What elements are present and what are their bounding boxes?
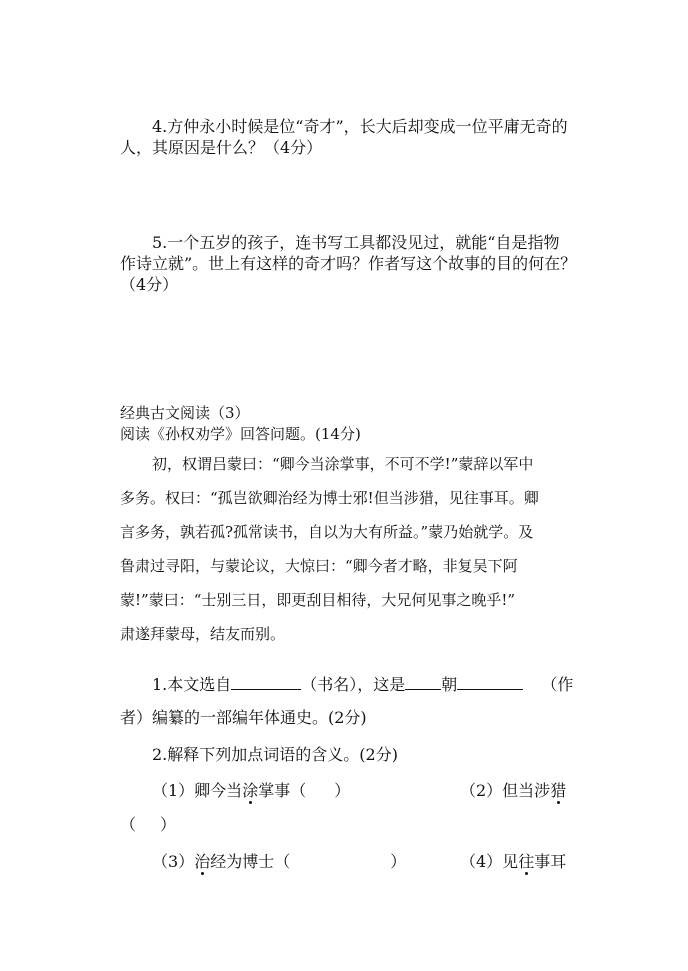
question-2-title: 2.解释下列加点词语的含义。(2分): [152, 745, 398, 764]
question-1-text-c: 朝: [441, 675, 458, 694]
q2-item-1-dotted-word: 涂: [242, 781, 259, 800]
q2-item-2: [460, 780, 566, 802]
book-name-blank[interactable]: [231, 673, 301, 690]
question-1-line-2: 者）编纂的一部编年体通史。(2分): [120, 708, 367, 727]
passage-line-2: 多务。权曰：“孤岂欲卿治经为博士邪!但当涉猎，见往事耳。卿: [120, 489, 539, 507]
question-5-line-1: 5.一个五岁的孩子，连书写工具都没见过，就能“自是指物: [152, 233, 560, 252]
passage-line-3: 言多务，孰若孤?孤常读书，自以为大有所益。”蒙乃始就学。及: [120, 523, 534, 541]
q2-item-2-close: ）: [160, 815, 177, 834]
q2-item-4-suffix: 事耳: [534, 852, 567, 871]
q2-item-3: [152, 851, 406, 873]
passage-line-6: 肃遂拜蒙母，结友而别。: [120, 625, 286, 643]
passage-line-5: 蒙!”蒙曰：“士别三日，即更刮目相待，大兄何见事之晚乎!”: [120, 591, 516, 609]
question-5-line-3: （4分）: [120, 275, 179, 294]
question-1-text-a: 1.本文选自: [152, 675, 232, 694]
question-1-line-1: [152, 673, 573, 696]
q2-item-4: [460, 851, 566, 873]
q2-item-2-open: （: [120, 815, 137, 834]
dynasty-blank[interactable]: [405, 673, 441, 690]
q2-item-3-prefix: （3）: [152, 852, 195, 871]
q2-item-3-close: ）: [390, 852, 407, 871]
q2-item-3-dotted-word: 治: [194, 852, 211, 871]
question-4-line-1: 4.方仲永小时候是位“奇才”，长大后却变成一位平庸无奇的: [152, 117, 568, 136]
author-blank[interactable]: [457, 673, 523, 690]
q2-item-1-prefix: （1）卿今当: [152, 781, 243, 800]
question-4-line-2: 人，其原因是什么？（4分）: [120, 138, 323, 157]
question-1-text-b: （书名），这是: [301, 675, 406, 694]
q2-item-1: [152, 780, 350, 802]
q2-item-2-prefix: （2）但当涉: [460, 781, 551, 800]
section-title: 经典古文阅读（3）: [120, 404, 250, 422]
q2-item-4-dotted-word: 往: [518, 852, 535, 871]
passage-line-1: 初，权谓吕蒙曰：“卿今当涂掌事，不可不学!”蒙辞以军中: [152, 455, 534, 473]
q2-item-2-continued: [120, 814, 176, 836]
q2-item-4-prefix: （4）见: [460, 852, 519, 871]
q2-item-3-suffix: 经为博士（: [210, 852, 291, 871]
section-instruction: 阅读《孙权劝学》回答问题。(14分): [120, 425, 361, 443]
q2-item-2-dotted-word: 猎: [550, 781, 567, 800]
question-1-text-d: （作: [541, 675, 574, 694]
passage-line-4: 鲁肃过寻阳，与蒙论议，大惊曰：“卿今者才略，非复吴下阿: [120, 557, 518, 575]
q2-item-1-suffix: 掌事（: [258, 781, 307, 800]
question-5-line-2: 作诗立就”。世上有这样的奇才吗？作者写这个故事的目的何在？: [120, 254, 577, 273]
q2-item-1-close: ）: [334, 781, 351, 800]
